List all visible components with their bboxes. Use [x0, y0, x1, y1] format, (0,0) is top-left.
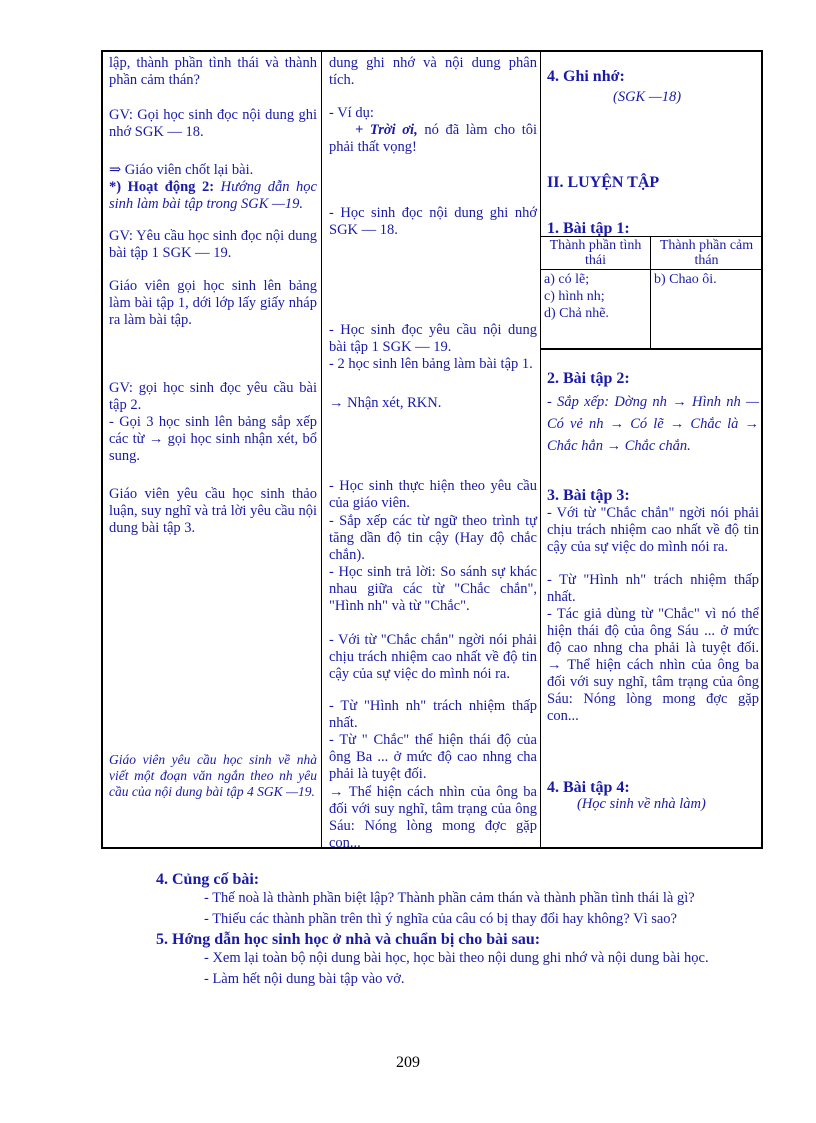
activity-title: *) Hoạt động 2: [109, 179, 215, 195]
text-block: - Từ "Hình nh" trách nhiệm thấp nhất. [547, 572, 759, 605]
text-block: GV: Gọi học sinh đọc nội dung ghi nhớ SGK — 18. [109, 107, 317, 140]
text-block: lập, thành phần tình thái và thành phần cảm thán? [109, 55, 317, 88]
text-block: - Với từ "Chắc chắn" ngời nói phải chịu trách nhiệm cao nhất về độ tin cậy của sự việc do mình nói ra. [329, 632, 537, 682]
lesson-table [101, 50, 763, 849]
text-block: Giáo viên yêu cầu học sinh thảo luận, suy nghĩ và trả lời yêu cầu nội dung bài tập 3. [109, 486, 317, 536]
text-block: - Học sinh đọc nội dung ghi nhớ SGK — 18. [329, 205, 537, 238]
section-heading: 3. Bài tập 3: [547, 487, 630, 504]
text-block: - Tác giả dùng từ "Chắc" vì nó thể hiện thái độ của ông Sáu ... ở mức độ cao nhng cha phải là tuyệt đối. → Thể hiện cách nhìn của ông ba đối với suy nghĩ, tâm trạng của ông Sáu: Nóng lòng mong đợc gặp con... [547, 606, 759, 724]
row-divider [540, 348, 761, 349]
section-heading: 5. Hớng dẫn học sinh học ở nhà và chuẩn bị cho bài sau: [156, 931, 541, 948]
example-sentence [329, 122, 537, 156]
activity-heading [109, 179, 317, 213]
text-block: GV: gọi học sinh đọc yêu cầu bài tập 2. [109, 380, 317, 413]
text-block: → Thể hiện cách nhìn của ông ba đối với suy nghĩ, tâm trạng của ông Sáu: Nóng lòng mong đợc gặp con... [329, 784, 537, 851]
text-block: - Gọi 3 học sinh lên bảng sắp xếp các từ → gọi học sinh nhận xét, bổ sung. [109, 414, 317, 464]
text-block: - 2 học sinh lên bảng làm bài tập 1. [329, 356, 533, 372]
text-block: - Từ "Hình nh" trách nhiệm thấp nhất. [329, 698, 537, 731]
table-cell: a) có lẽ; c) hình nh; d) Chả nhẽ. [541, 270, 651, 350]
text-block: - Học sinh đọc yêu cầu nội dung bài tập 1 SGK — 19. [329, 322, 537, 355]
text-block: - Xem lại toàn bộ nội dung bài học, học bài theo nội dung ghi nhớ và nội dung bài học. [204, 950, 709, 966]
teacher-activity-column [109, 52, 317, 847]
table-cell: b) Chao ôi. [651, 270, 763, 350]
section-heading: 1. Bài tập 1: [547, 220, 630, 237]
section-heading: 4. Bài tập 4: [547, 779, 630, 796]
column-divider [540, 52, 541, 847]
section-heading: 2. Bài tập 2: [547, 370, 630, 387]
student-activity-column [329, 52, 538, 851]
text-block: → Nhận xét, RKN. [329, 395, 442, 411]
table-header: Thành phần tình thái [541, 237, 651, 270]
text-block: - Làm hết nội dung bài tập vào vở. [204, 971, 405, 987]
example-interjection: + Trời ơi, [355, 122, 418, 138]
text-block: - Với từ "Chắc chắn" ngời nói phải chịu trách nhiệm cao nhất về độ tin cậy của sự việc do mình nói ra. [547, 505, 759, 555]
text-block: - Từ " Chắc" thể hiện thái độ của ông Ba ... ở mức độ cao nhng cha phải là tuyệt đối. [329, 732, 537, 782]
section-subtitle: (SGK —18) [613, 89, 682, 105]
text-block: ⇒ Giáo viên chốt lại bài. [109, 162, 254, 178]
text-block: - Ví dụ: [329, 105, 374, 121]
page-number: 209 [396, 1054, 420, 1071]
activity-description: Hướng dẫn học sinh làm bài tập trong SGK —19. [109, 179, 317, 212]
text-block: - Học sinh thực hiện theo yêu cầu của giáo viên. [329, 478, 537, 511]
text-block: - Thiếu các thành phần trên thì ý nghĩa của câu có bị thay đổi hay không? Vì sao? [204, 911, 677, 927]
text-block: GV: Yêu cầu học sinh đọc nội dung bài tập 1 SGK — 19. [109, 228, 317, 261]
table-header: Thành phần cảm thán [651, 237, 763, 270]
text-block: dung ghi nhớ và nội dung phân tích. [329, 55, 537, 88]
example-rest: nó đã làm cho tôi phải thất vọng! [329, 122, 538, 155]
exercise-2-answer: - Sắp xếp: Dờng nh → Hình nh —Có vẻ nh → Có lẽ → Chắc là → Chắc hẳn → Chắc chắn. [547, 394, 759, 454]
text-block: - Học sinh trả lời: So sánh sự khác nhau giữa các từ "Chắc chắn", "Hình nh" và từ "Chắc". [329, 564, 537, 614]
exercise-4-note: (Học sinh về nhà làm) [577, 796, 706, 812]
section-heading: II. LUYỆN TẬP [547, 174, 660, 191]
text-block: - Thế noà là thành phần biệt lập? Thành phần cảm thán và thành phần tình thái là gì? [204, 890, 695, 906]
content-column-lower [547, 52, 759, 847]
text-block: Giáo viên gọi học sinh lên bảng làm bài tập 1, dới lớp lấy giấy nháp ra làm bài tập. [109, 278, 317, 328]
text-block: - Sắp xếp các từ ngữ theo trình tự tăng dần độ tin cậy (Hay độ chắc chắn). [329, 513, 537, 563]
homework-instruction: Giáo viên yêu cầu học sinh về nhà viết một đoạn văn ngắn theo nh yêu cầu của nội dung bài tập 4 SGK —19. [109, 752, 317, 799]
section-heading: 4. Củng cố bài: [156, 871, 260, 888]
column-divider [321, 52, 322, 847]
consolidation-section [108, 871, 758, 988]
section-heading: 4. Ghi nhớ: [547, 68, 625, 85]
